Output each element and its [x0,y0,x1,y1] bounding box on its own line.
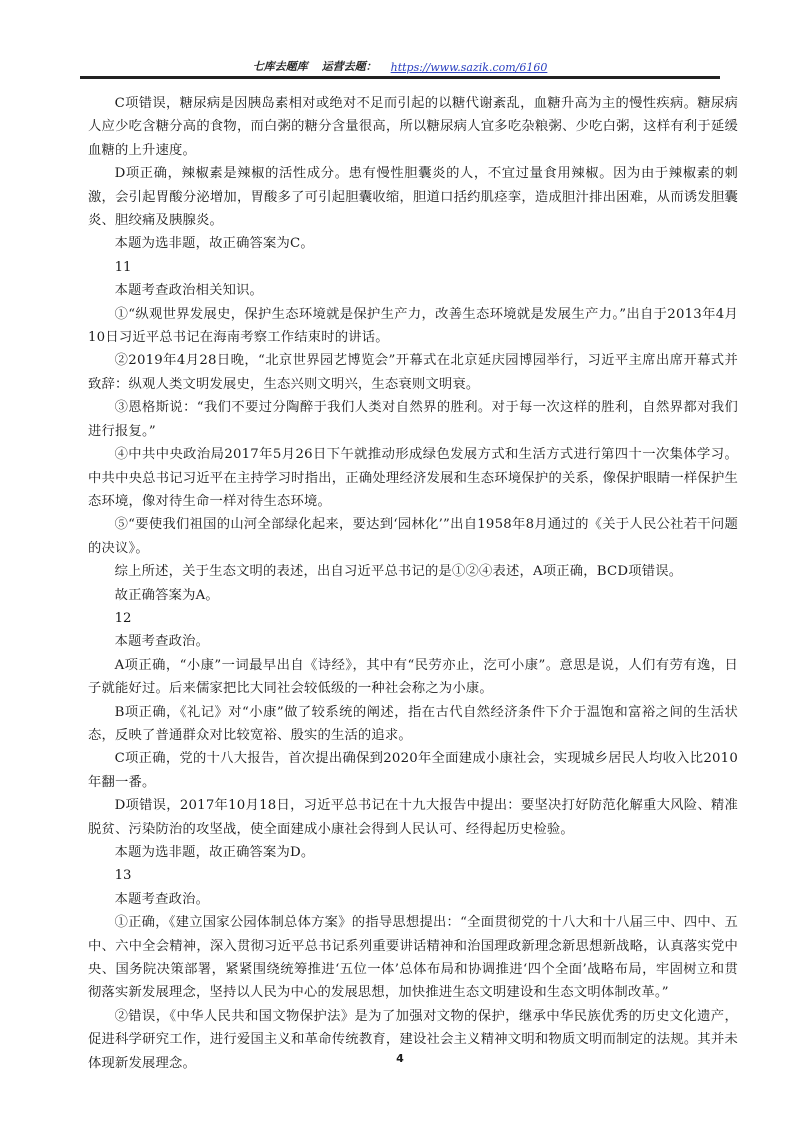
question-number: 11 [114,259,132,275]
site-name: 七库去题库 [252,60,308,73]
paragraph: 本题考查政治相关知识。 [114,283,264,299]
paragraph: ①正确，《建立国家公园体制总体方案》的指导思想提出：“全面贯彻党的十八大和十八届三中、四中、五中、六中全会精神，深入贯彻习近平总书记系列重要讲话精神和治国理政新理念新思想新战略，认真落实党中央、国务院决策部署，紧紧围绕统筹推进‘五位一体’总体布局和协调推进‘四个全面’战略布局，牢固树立和贯彻落实新发展理念，坚持以人民为中心的发展思想，加快推进生态文明建设和生态文明体制改革。” [88,915,738,1001]
paragraph: ②错误，《中华人民共和国文物保护法》是为了加强对文物的保护，继承中华民族优秀的历史文化遗产，促进科学研究工作，进行爱国主义和革命传统教育，建设社会主义精神文明和物质文明而制定的法规。其并未体现新发展理念。 [88,1008,738,1071]
paragraph: C项错误，糖尿病是因胰岛素相对或绝对不足而引起的以糖代谢紊乱，血糖升高为主的慢性疾病。糖尿病人应少吃含糖分高的食物，而白粥的糖分含量很高，所以糖尿病人宜多吃杂粮粥、少吃白粥，这样有利于延缓血糖的上升速度。 [88,96,738,158]
paragraph: ②2019年4月28日晚，“北京世界园艺博览会”开幕式在北京延庆园博园举行，习近平主席出席开幕式并致辞：纵观人类文明发展史，生态兴则文明兴，生态衰则文明衰。 [88,353,738,392]
header-label: 运营去题： [321,60,377,73]
page-number: 4 [396,1052,404,1065]
paragraph: D项错误，2017年10月18日，习近平总书记在十九大报告中提出：要坚决打好防范化解重大风险、精准脱贫、污染防治的攻坚战，使全面建成小康社会得到人民认可、经得起历史检验。 [88,798,738,837]
paragraph: D项正确，辣椒素是辣椒的活性成分。患有慢性胆囊炎的人，不宜过量食用辣椒。因为由于辣椒素的刺激，会引起胃酸分泌增加，胃酸多了可引起胆囊收缩，胆道口括约肌痉挛，造成胆汁排出困难，从而诱发胆囊炎、胆绞痛及胰腺炎。 [88,166,738,229]
paragraph: ①“纵观世界发展史，保护生态环境就是保护生产力，改善生态环境就是发展生产力。”出自于2013年4月10日习近平总书记在海南考察工作结束时的讲话。 [88,306,738,346]
paragraph: 故正确答案为A。 [114,587,219,603]
header-divider [80,76,720,79]
paragraph: 本题为选非题，故正确答案为D。 [114,845,315,860]
paragraph: ③恩格斯说：“我们不要过分陶醉于我们人类对自然界的胜利。对于每一次这样的胜利，自然界都对我们进行报复。” [88,400,738,439]
paragraph: ⑤“要使我们祖国的山河全部绿化起来，要达到‘园林化’”出自1958年8月通过的《关于人民公社若干问题的决议》。 [88,517,738,556]
paragraph: 本题考查政治。 [114,634,210,650]
question-number: 13 [114,868,132,884]
paragraph: 本题为选非题，故正确答案为C。 [114,236,314,252]
paragraph: B项正确，《礼记》对“小康”做了较系统的阐述，指在古代自然经济条件下介于温饱和富裕之间的生活状态，反映了普通群众对比较宽裕、殷实的生活的追求。 [88,704,738,743]
header-link[interactable]: https://www.sazik.com/6160 [390,61,548,74]
question-number: 12 [114,610,132,626]
paragraph: 本题考查政治。 [114,891,210,907]
paragraph: A项正确，“小康”一词最早出自《诗经》，其中有“民劳亦止，汔可小康”。意思是说，人们有劳有逸，日子就能好过。后来儒家把比大同社会较低级的一种社会称之为小康。 [88,657,738,697]
document-body [88,92,738,1075]
paragraph: C项正确，党的十八大报告，首次提出确保到2020年全面建成小康社会，实现城乡居民人均收入比2010年翻一番。 [88,751,738,790]
paragraph: 综上所述，关于生态文明的表述，出自习近平总书记的是①②④表述，A项正确，BCD项错误。 [114,564,683,580]
paragraph: ④中共中央政治局2017年5月26日下午就推动形成绿色发展方式和生活方式进行第四十一次集体学习。中共中央总书记习近平在主持学习时指出，正确处理经济发展和生态环境保护的关系，像保护眼睛一样保护生态环境，像对待生命一样对待生态环境。 [88,447,738,509]
page-header [80,48,720,74]
